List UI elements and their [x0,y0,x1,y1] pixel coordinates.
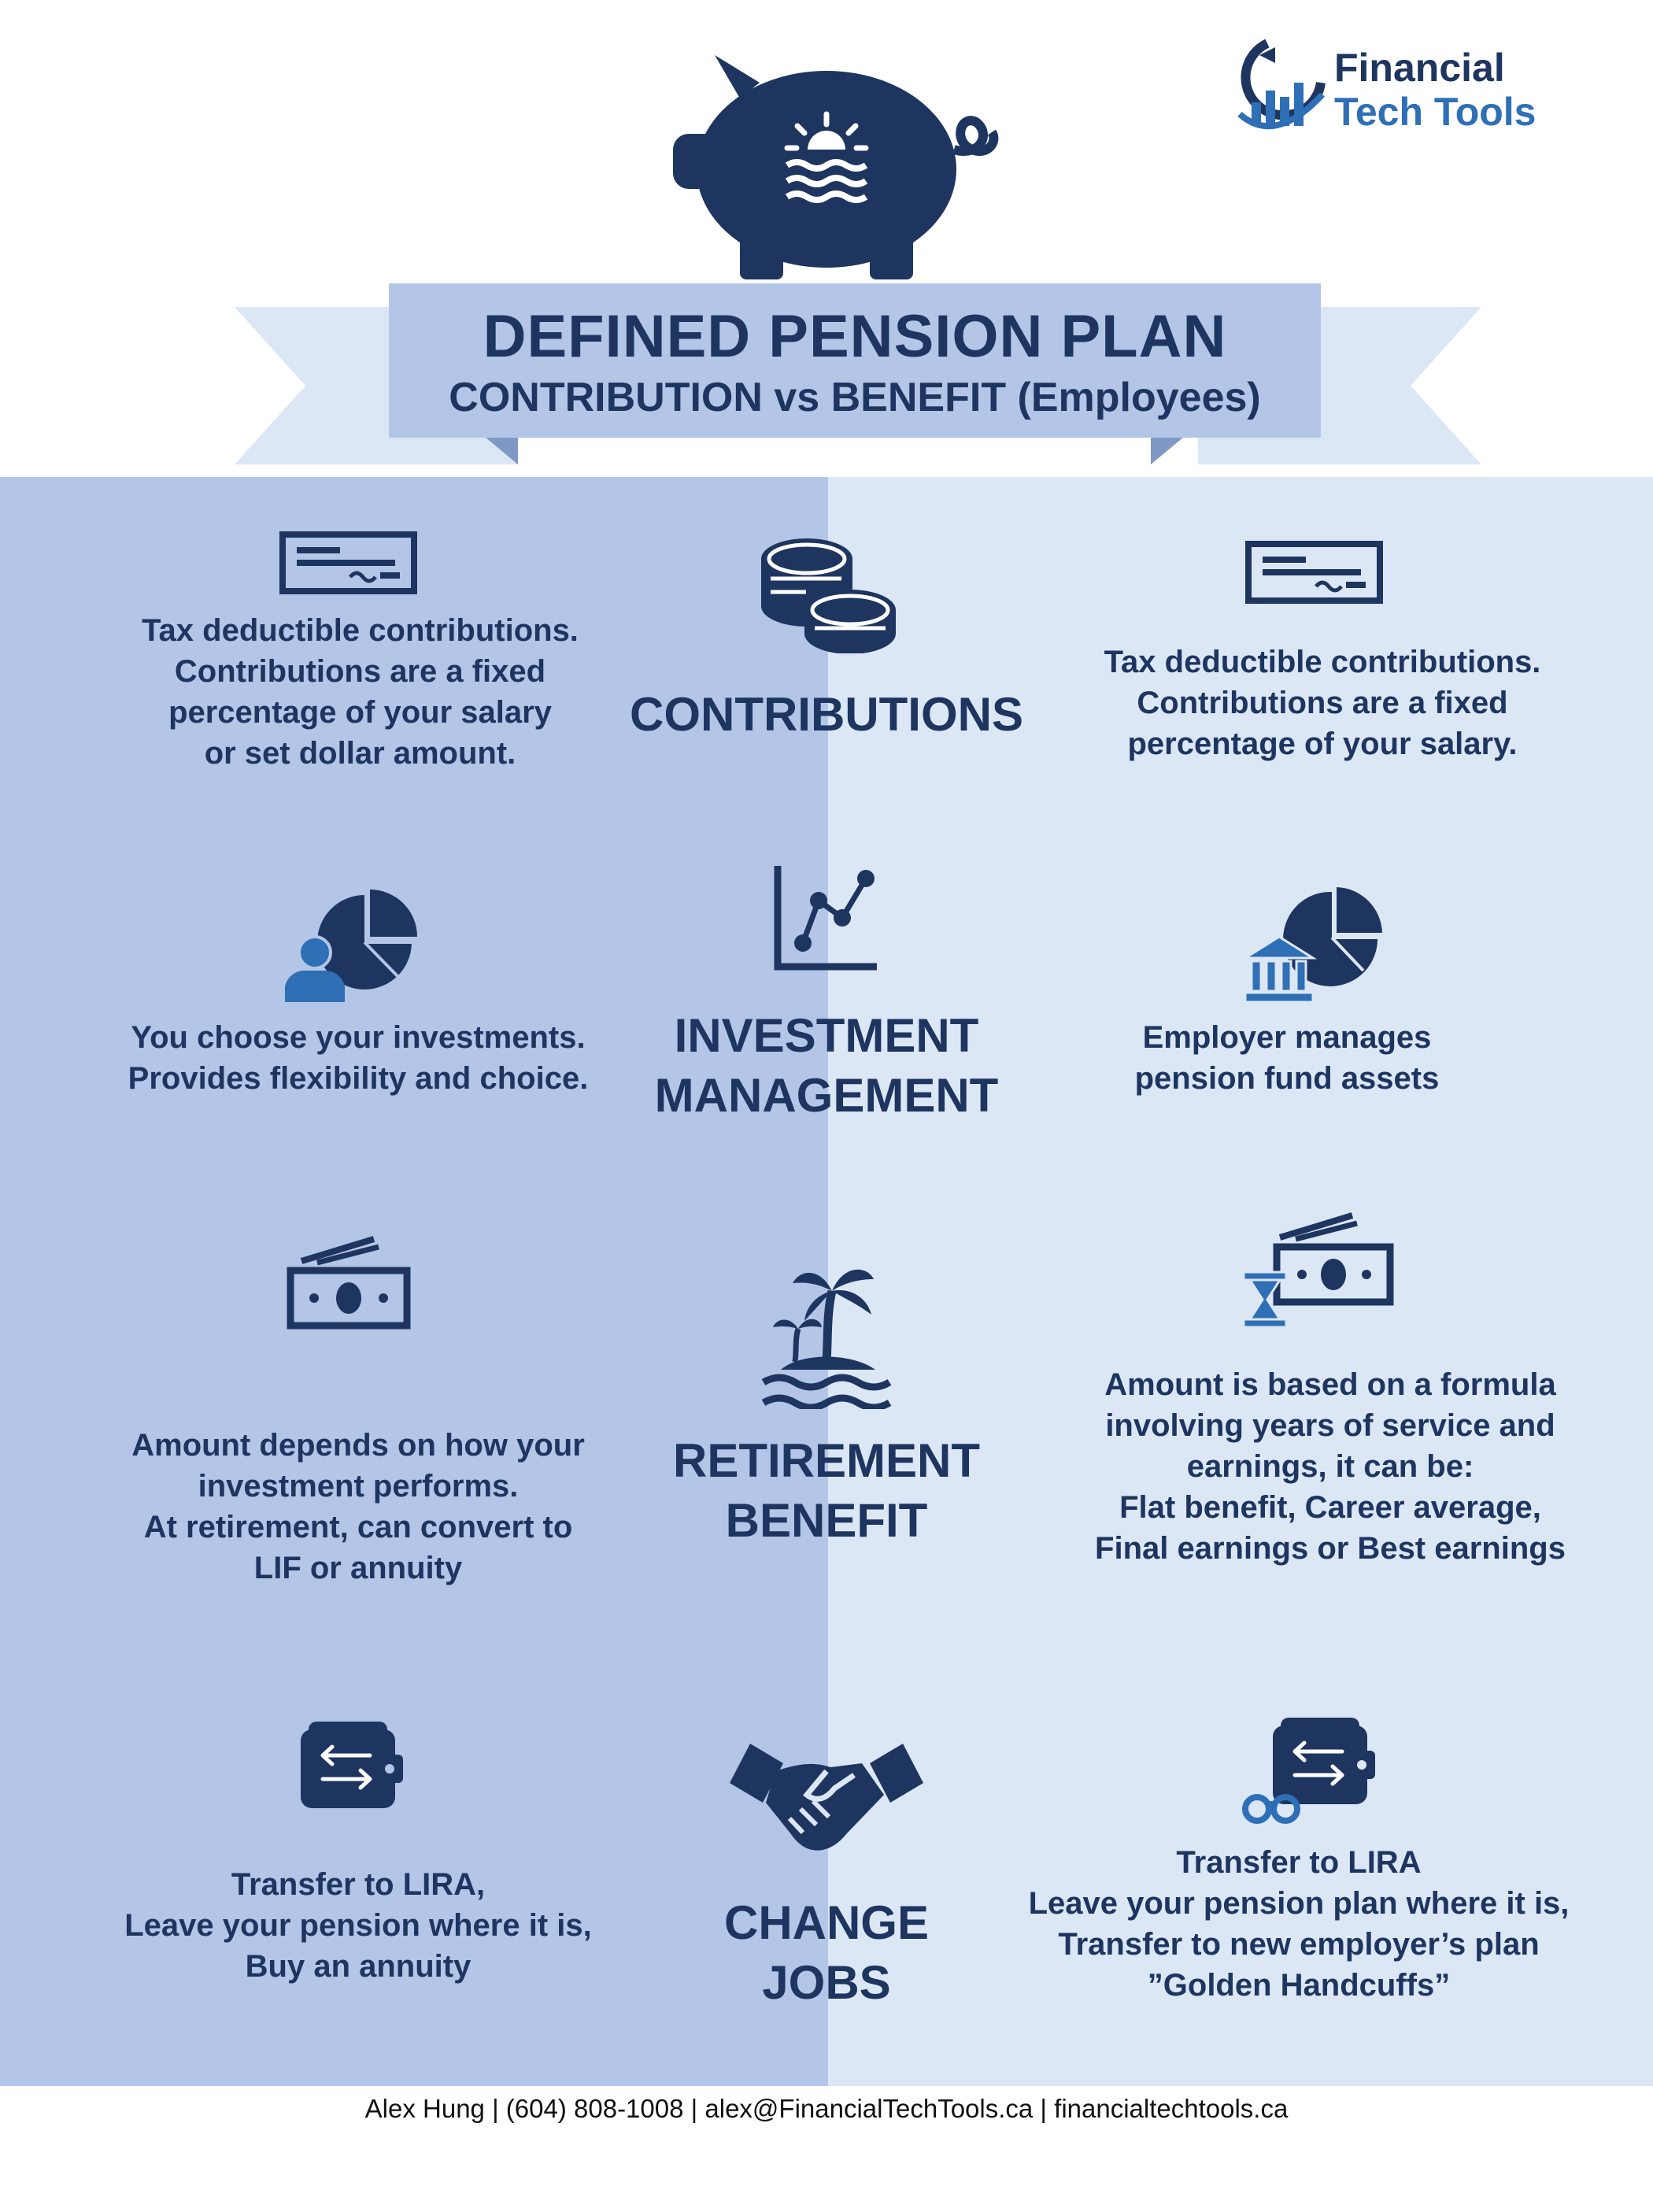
contributions-dc-text: Tax deductible contributions. Contributions are a fixed percentage of your salary or set dollar amount. [142,613,579,771]
piggy-bank-icon [669,39,1000,283]
cheque-icon [279,531,417,594]
retirement-dc-text: Amount depends on how your investment performs. At retirement, can convert to LIF or annuity [131,1428,585,1585]
brand-line-2: Tech Tools [1334,90,1537,134]
investment-db-text: Employer manages pension fund assets [1134,1020,1440,1096]
contact-footer: Alex Hung | (604) 808-1008 | alex@FinancialTechTools.ca | financialtechtools.ca [364,2094,1289,2123]
page-subtitle: CONTRIBUTION vs BENEFIT (Employees) [449,375,1261,420]
palm-island-icon [757,1260,895,1409]
category-retirement-benefit: RETIREMENT BENEFIT [673,1434,980,1547]
category-contributions: CONTRIBUTIONS [630,688,1023,741]
cash-icon [286,1236,412,1330]
handshake-icon [728,1740,925,1866]
brand-name [1334,46,1537,134]
brand-line-1: Financial [1334,46,1505,90]
coins-icon [760,535,897,653]
retirement-db-text: Amount is based on a formula involving years of service and earnings, it can be: Flat benefit, Career average, Final earnings or Best earnings [1095,1367,1566,1566]
category-change-jobs: CHANGE JOBS [723,1896,929,2009]
change-jobs-dc-text: Transfer to LIRA, Leave your pension where it is, Buy an annuity [124,1867,592,1984]
category-investment-management: INVESTMENT MANAGEMENT [654,1009,999,1122]
change-jobs-db-text: Transfer to LIRA Leave your pension plan where it is, Transfer to new employer’s plan ”Golden Handcuffs” [1028,1845,1570,2003]
institution-pie-chart-icon [1244,886,1385,1004]
wallet-transfer-icon [299,1720,405,1811]
investment-dc-text: You choose your investments. Provides flexibility and choice. [128,1020,589,1096]
wallet-handcuffs-icon [1240,1716,1381,1826]
line-chart-icon [773,866,879,972]
logo-chart-icon [1228,35,1330,138]
title-banner [389,283,1321,438]
cheque-icon [1245,541,1383,604]
page-title: DEFINED PENSION PLAN [483,303,1227,370]
cash-hourglass-icon [1242,1212,1396,1330]
contributions-db-text: Tax deductible contributions. Contributions are a fixed percentage of your salary. [1104,645,1541,761]
investor-pie-chart-icon [283,886,421,1004]
